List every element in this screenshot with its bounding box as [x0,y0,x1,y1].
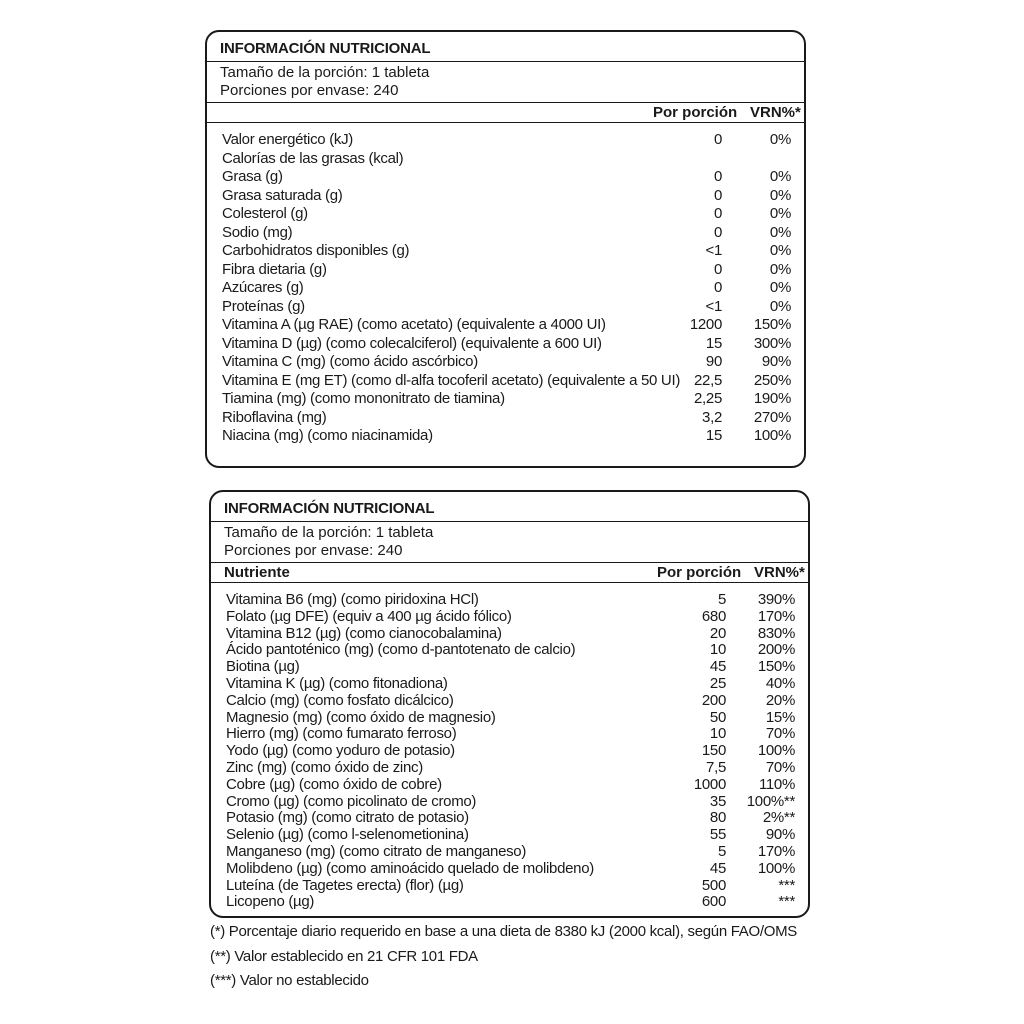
per-serving-value: 7,5 [706,758,726,776]
nutrient-name: Azúcares (g) [222,279,304,296]
servings-per-container: Porciones por envase: 240 [224,542,403,559]
nutrient-row [207,298,804,317]
nutrient-row [207,131,804,150]
nutrient-name: Vitamina K (µg) (como fitonadiona) [226,674,448,692]
nutrient-name: Yodo (µg) (como yoduro de potasio) [226,742,455,760]
vrn-value: 100% [757,859,795,877]
nutrient-row [211,692,808,709]
vrn-value: *** [778,893,795,911]
per-serving-value: 5 [717,842,726,860]
vrn-value: 100%** [746,792,795,810]
nutrient-row [211,658,808,675]
per-serving-value: 10 [709,641,726,659]
nutrient-row [207,409,804,428]
nutrient-name: Niacina (mg) (como niacinamida) [222,427,433,444]
nutrient-name: Manganeso (mg) (como citrato de manganeso) [226,842,527,860]
per-serving-value: 0 [713,205,722,222]
servings-per-container: Porciones por envase: 240 [220,82,399,99]
column-vrn: VRN%* [754,564,805,581]
panel-title: INFORMACIÓN NUTRICIONAL [211,492,808,522]
nutrient-name: Proteínas (g) [222,297,305,315]
vrn-value: 0% [769,223,791,241]
vrn-value: 270% [753,408,791,426]
nutrient-row [207,427,804,446]
nutrient-name: Zinc (mg) (como óxido de zinc) [226,758,423,776]
per-serving-value: 500 [701,876,726,894]
per-serving-value: 35 [709,792,726,810]
nutrient-name: Calorías de las grasas (kcal) [222,149,404,167]
per-serving-value: 15 [705,427,722,444]
nutrient-name: Selenio (µg) (como l-selenometionina) [226,826,469,844]
panel-title: INFORMACIÓN NUTRICIONAL [207,32,804,62]
nutrient-row [207,168,804,187]
nutrient-row [207,242,804,261]
vrn-value: 0% [769,186,791,204]
nutrient-name: Valor energético (kJ) [222,131,353,148]
per-serving-value: 80 [709,809,726,827]
nutrient-name: Vitamina B12 (µg) (como cianocobalamina) [226,624,502,642]
per-serving-value: 200 [701,691,726,709]
serving-info [207,62,804,103]
nutrition-panel-2 [209,490,810,918]
nutrient-row [211,860,808,877]
nutrient-name: Biotina (µg) [226,658,300,676]
serving-size: Tamaño de la porción: 1 tableta [220,64,430,81]
per-serving-value: 25 [709,674,726,692]
vrn-value: 90% [761,353,791,370]
vrn-value: 0% [769,242,791,259]
per-serving-value: 45 [709,859,726,877]
vrn-value: 830% [757,624,795,642]
footnotes [210,921,797,995]
per-serving-value: 1000 [693,775,726,793]
nutrient-name: Hierro (mg) (como fumarato ferroso) [226,725,457,743]
vrn-value: 0% [769,205,791,222]
vrn-value: 390% [757,591,795,608]
nutrient-row [207,279,804,298]
nutrient-name: Potasio (mg) (como citrato de potasio) [226,809,469,827]
nutrient-name: Riboflavina (mg) [222,408,327,426]
column-vrn: VRN%* [750,104,801,121]
vrn-value: 0% [769,131,791,148]
vrn-value: 200% [757,641,795,659]
nutrient-name: Carbohidratos disponibles (g) [222,242,410,259]
per-serving-value: 55 [709,826,726,844]
nutrient-row [211,826,808,843]
column-nutrient: Nutriente [224,564,290,581]
per-serving-value: <1 [705,297,722,315]
nutrient-row [207,390,804,409]
serving-size: Tamaño de la porción: 1 tableta [224,524,434,541]
nutrient-name: Magnesio (mg) (como óxido de magnesio) [226,708,496,726]
per-serving-value: 22,5 [694,371,722,389]
nutrient-row [211,809,808,826]
vrn-value: 100% [757,742,795,760]
vrn-value: 90% [765,826,795,844]
per-serving-value: 150 [701,742,726,760]
vrn-value: *** [778,876,795,894]
column-header [211,563,808,583]
vrn-value: 0% [769,279,791,296]
nutrient-row [211,591,808,608]
nutrient-name: Molibdeno (µg) (como aminoácido quelado de molibdeno) [226,859,594,877]
nutrient-name: Colesterol (g) [222,205,308,222]
vrn-value: 40% [765,674,795,692]
nutrient-row [211,793,808,810]
nutrient-row [207,150,804,169]
per-serving-value: 0 [713,223,722,241]
column-per-serving: Por porción [657,564,742,581]
per-serving-value: 680 [701,607,726,625]
serving-info [211,522,808,563]
nutrition-panel-1 [205,30,806,468]
vrn-value: 170% [757,842,795,860]
per-serving-value: 10 [709,725,726,743]
per-serving-value: 0 [713,186,722,204]
vrn-value: 250% [753,371,791,389]
nutrient-name: Vitamina A (µg RAE) (como acetato) (equivalente a 4000 UI) [222,316,606,333]
nutrient-name: Cobre (µg) (como óxido de cobre) [226,775,442,793]
vrn-value: 70% [765,758,795,776]
nutrient-row [207,205,804,224]
nutrient-name: Grasa saturada (g) [222,186,343,204]
nutrient-name: Fibra dietaria (g) [222,260,327,278]
vrn-value: 150% [753,316,791,333]
nutrient-row [211,625,808,642]
nutrient-row [211,893,808,910]
nutrient-row [207,335,804,354]
vrn-value: 20% [765,691,795,709]
nutrient-row [211,759,808,776]
nutrient-name: Calcio (mg) (como fosfato dicálcico) [226,691,454,709]
footnote-2: (**) Valor establecido en 21 CFR 101 FDA [210,947,478,965]
nutrient-row [207,372,804,391]
nutrient-row [211,843,808,860]
per-serving-value: 45 [709,658,726,676]
per-serving-value: 0 [713,168,722,185]
nutrient-row [211,776,808,793]
nutrient-row [211,709,808,726]
nutrient-row [207,187,804,206]
nutrient-row [211,675,808,692]
nutrient-name: Grasa (g) [222,168,283,185]
nutrient-name: Licopeno (µg) [226,893,315,911]
nutrient-row [207,224,804,243]
nutrient-name: Vitamina B6 (mg) (como piridoxina HCl) [226,591,479,608]
nutrient-name: Vitamina C (mg) (como ácido ascórbico) [222,353,478,370]
nutrient-name: Folato (µg DFE) (equiv a 400 µg ácido fólico) [226,607,512,625]
vrn-value: 110% [758,775,795,793]
nutrient-rows [211,583,808,910]
per-serving-value: 50 [709,708,726,726]
nutrient-name: Cromo (µg) (como picolinato de cromo) [226,792,477,810]
vrn-value: 190% [753,390,791,407]
per-serving-value: 0 [713,260,722,278]
nutrient-name: Vitamina E (mg ET) (como dl-alfa tocoferil acetato) (equivalente a 50 UI) [222,371,681,389]
nutrient-name: Ácido pantoténico (mg) (como d-pantotenato de calcio) [226,641,576,659]
per-serving-value: 90 [705,353,722,370]
nutrient-row [211,742,808,759]
nutrient-name: Sodio (mg) [222,223,293,241]
vrn-value: 70% [765,725,795,743]
vrn-value: 300% [753,334,791,352]
vrn-value: 150% [757,658,795,676]
per-serving-value: 5 [717,591,726,608]
per-serving-value: 600 [701,893,726,911]
vrn-value: 0% [769,297,791,315]
vrn-value: 170% [757,607,795,625]
vrn-value: 2%** [762,809,795,827]
footnote-3: (***) Valor no establecido [210,972,369,989]
per-serving-value: <1 [705,242,722,259]
nutrient-row [211,877,808,894]
nutrient-row [207,316,804,335]
per-serving-value: 0 [713,131,722,148]
vrn-value: 100% [753,427,791,444]
per-serving-value: 20 [709,624,726,642]
per-serving-value: 1200 [689,316,722,333]
nutrient-name: Tiamina (mg) (como mononitrato de tiamina) [222,390,505,407]
nutrient-row [207,353,804,372]
per-serving-value: 3,2 [702,408,722,426]
per-serving-value: 2,25 [694,390,722,407]
vrn-value: 0% [769,260,791,278]
nutrient-rows [207,123,804,446]
vrn-value: 0% [769,168,791,185]
column-per-serving: Por porción [653,104,738,121]
nutrient-row [211,641,808,658]
column-header [207,103,804,123]
nutrient-row [207,261,804,280]
footnote-1: (*) Porcentaje diario requerido en base a una dieta de 8380 kJ (2000 kcal), según FAO/OMS [210,923,797,940]
per-serving-value: 0 [713,279,722,296]
vrn-value: 15% [765,708,795,726]
per-serving-value: 15 [705,334,722,352]
nutrient-row [211,608,808,625]
nutrient-name: Luteína (de Tagetes erecta) (flor) (µg) [226,876,464,894]
nutrient-row [211,725,808,742]
nutrient-name: Vitamina D (µg) (como colecalciferol) (equivalente a 600 UI) [222,334,602,352]
